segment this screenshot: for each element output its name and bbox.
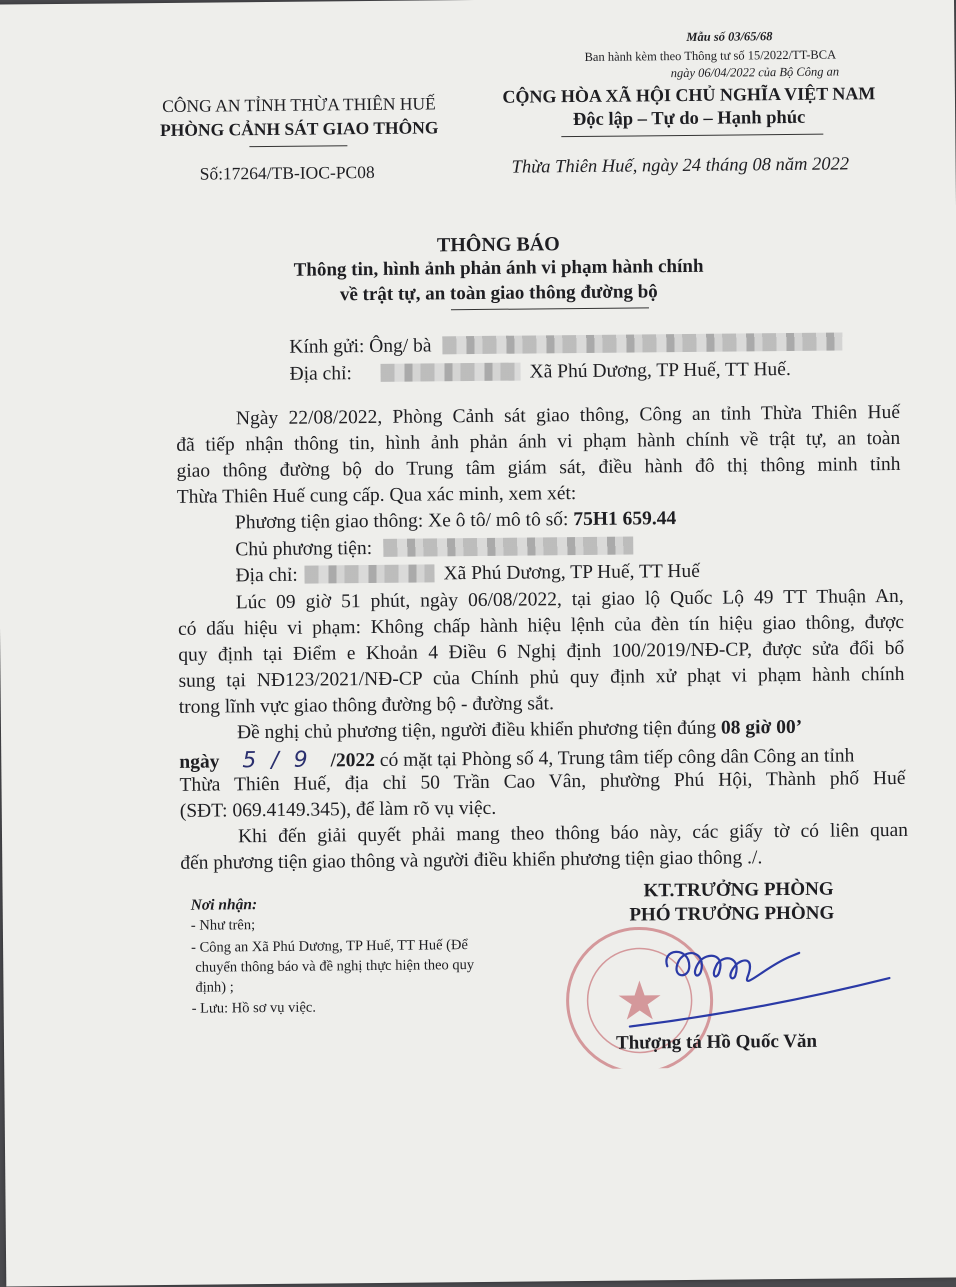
p4-line2: đến phương tiện giao thông và người điều khiển phương tiện giao thông ./.	[180, 847, 763, 874]
p3-line2-text: có mặt tại Phòng số 4, Trung tâm tiếp công dân Công an tỉnh	[379, 745, 855, 771]
handwritten-date: 5 / 9	[242, 747, 312, 774]
motto-underline	[561, 134, 823, 138]
recipient-item-1: - Như trên;	[190, 917, 256, 934]
salutation-label: Kính gửi: Ông/ bà	[289, 335, 432, 358]
appointment-year: /2022	[330, 749, 376, 772]
salutation	[289, 331, 846, 358]
national-name: CỘNG HÒA XÃ HỘI CHỦ NGHĨA VIỆT NAM	[502, 83, 876, 107]
p2-line3: quy định tại Điểm e Khoản 4 Điều 6 Nghị định 100/2019/NĐ-CP, được sửa đổi bổ	[178, 637, 905, 666]
owner-address-label: Địa chỉ:	[235, 564, 298, 587]
handwritten-signature	[629, 950, 890, 1027]
recipient-address	[289, 359, 790, 386]
vehicle-plate: 75H1 659.44	[573, 508, 677, 531]
recipient-item-2: - Công an Xã Phú Dương, TP Huế, TT Huế (Để	[191, 937, 468, 956]
owner-address-line	[235, 561, 700, 587]
signer-title-1: KT.TRƯỞNG PHÒNG	[643, 878, 834, 902]
p2-line4: sung tại NĐ123/2021/NĐ-CP của Chính phủ quy định xử phạt vi phạm hành chính	[178, 663, 905, 692]
owner-label: Chủ phương tiện:	[235, 538, 373, 561]
document-subtitle-line1: Thông tin, hình ảnh phản ánh vi phạm hành chính	[293, 255, 704, 281]
national-motto: Độc lập – Tự do – Hạnh phúc	[572, 107, 806, 131]
recipients-heading: Nơi nhận:	[190, 896, 258, 914]
p1-line2: đã tiếp nhận thông tin, hình ảnh phản ánh vi phạm hành chính về trật tự, an toàn	[176, 427, 901, 456]
signer-name: Thượng tá Hồ Quốc Văn	[615, 1030, 818, 1054]
redacted-owner	[383, 537, 633, 557]
owner-line	[235, 535, 637, 561]
date-label: ngày	[179, 751, 220, 773]
p2-line2: có dấu hiệu vi phạm: Không chấp hành hiệu lệnh của đèn tín hiệu giao thông, được	[177, 611, 905, 640]
issuer-department: PHÒNG CẢNH SÁT GIAO THÔNG	[159, 117, 439, 141]
vehicle-label: Phương tiện giao thông: Xe ô tô/ mô tô số:	[234, 509, 569, 534]
p1-line4: Thừa Thiên Huế cung cấp. Qua xác minh, xem xét:	[176, 483, 577, 508]
document-title: THÔNG BÁO	[436, 233, 560, 257]
place-date: Thừa Thiên Huế, ngày 24 tháng 08 năm 2022	[511, 154, 850, 178]
p3-line1-text: Đề nghị chủ phương tiện, người điều khiển phương tiện đúng	[236, 717, 717, 744]
p3-line1	[237, 717, 802, 744]
recipient-address-label: Địa chỉ:	[289, 363, 352, 385]
form-date-line: ngày 06/04/2022 của Bộ Công an	[670, 64, 840, 81]
recipient-address-value: Xã Phú Dương, TP Huế, TT Huế.	[529, 358, 791, 383]
recipient-item-5: - Lưu: Hồ sơ vụ việc.	[191, 999, 317, 1017]
form-circular-line: Ban hành kèm theo Thông tư số 15/2022/TT-BCA	[584, 47, 837, 64]
p3-line4: (SĐT: 069.4149.345), để làm rõ vụ việc.	[179, 797, 497, 822]
issuer-agency: CÔNG AN TỈNH THỪA THIÊN HUẾ	[162, 93, 436, 116]
signer-title-2: PHÓ TRƯỞNG PHÒNG	[629, 902, 835, 926]
p2-line5: trong lĩnh vực giao thông đường bộ - đường sắt.	[178, 693, 555, 718]
redacted-address	[381, 363, 521, 382]
p4-line1: Khi đến giải quyết phải mang theo thông báo này, các giấy tờ có liên quan	[237, 819, 909, 848]
appointment-time: 08 giờ 00’	[720, 716, 803, 739]
issuer-underline	[249, 145, 347, 147]
p1-line3: giao thông đường bộ do Trung tâm giám sát, điều hành đô thị thông minh tỉnh	[176, 453, 901, 482]
recipient-item-3: chuyển thông báo và đề nghị thực hiện theo quy	[195, 957, 475, 976]
document-subtitle-line2: về trật tự, an toàn giao thông đường bộ	[339, 281, 658, 306]
document-number: Số:17264/TB-IOC-PC08	[199, 161, 375, 184]
title-underline	[451, 307, 649, 310]
owner-address-value: Xã Phú Dương, TP Huế, TT Huế	[443, 560, 700, 585]
vehicle-line	[235, 508, 676, 534]
recipient-item-4: định) ;	[195, 979, 234, 996]
p3-line3: Thừa Thiên Huế, địa chỉ 50 Trần Cao Vân, phường Phú Hội, Thành phố Huế	[179, 767, 906, 796]
redacted-name	[442, 332, 842, 354]
p1-line1: Ngày 22/08/2022, Phòng Cảnh sát giao thông, Công an tỉnh Thừa Thiên Huế	[235, 401, 901, 430]
form-number: Mẫu số 03/65/68	[686, 29, 773, 44]
p2-line1: Lúc 09 giờ 51 phút, ngày 06/08/2022, tại giao lộ Quốc Lộ 49 TT Thuận An,	[235, 585, 904, 614]
redacted-owner-address	[305, 564, 435, 583]
